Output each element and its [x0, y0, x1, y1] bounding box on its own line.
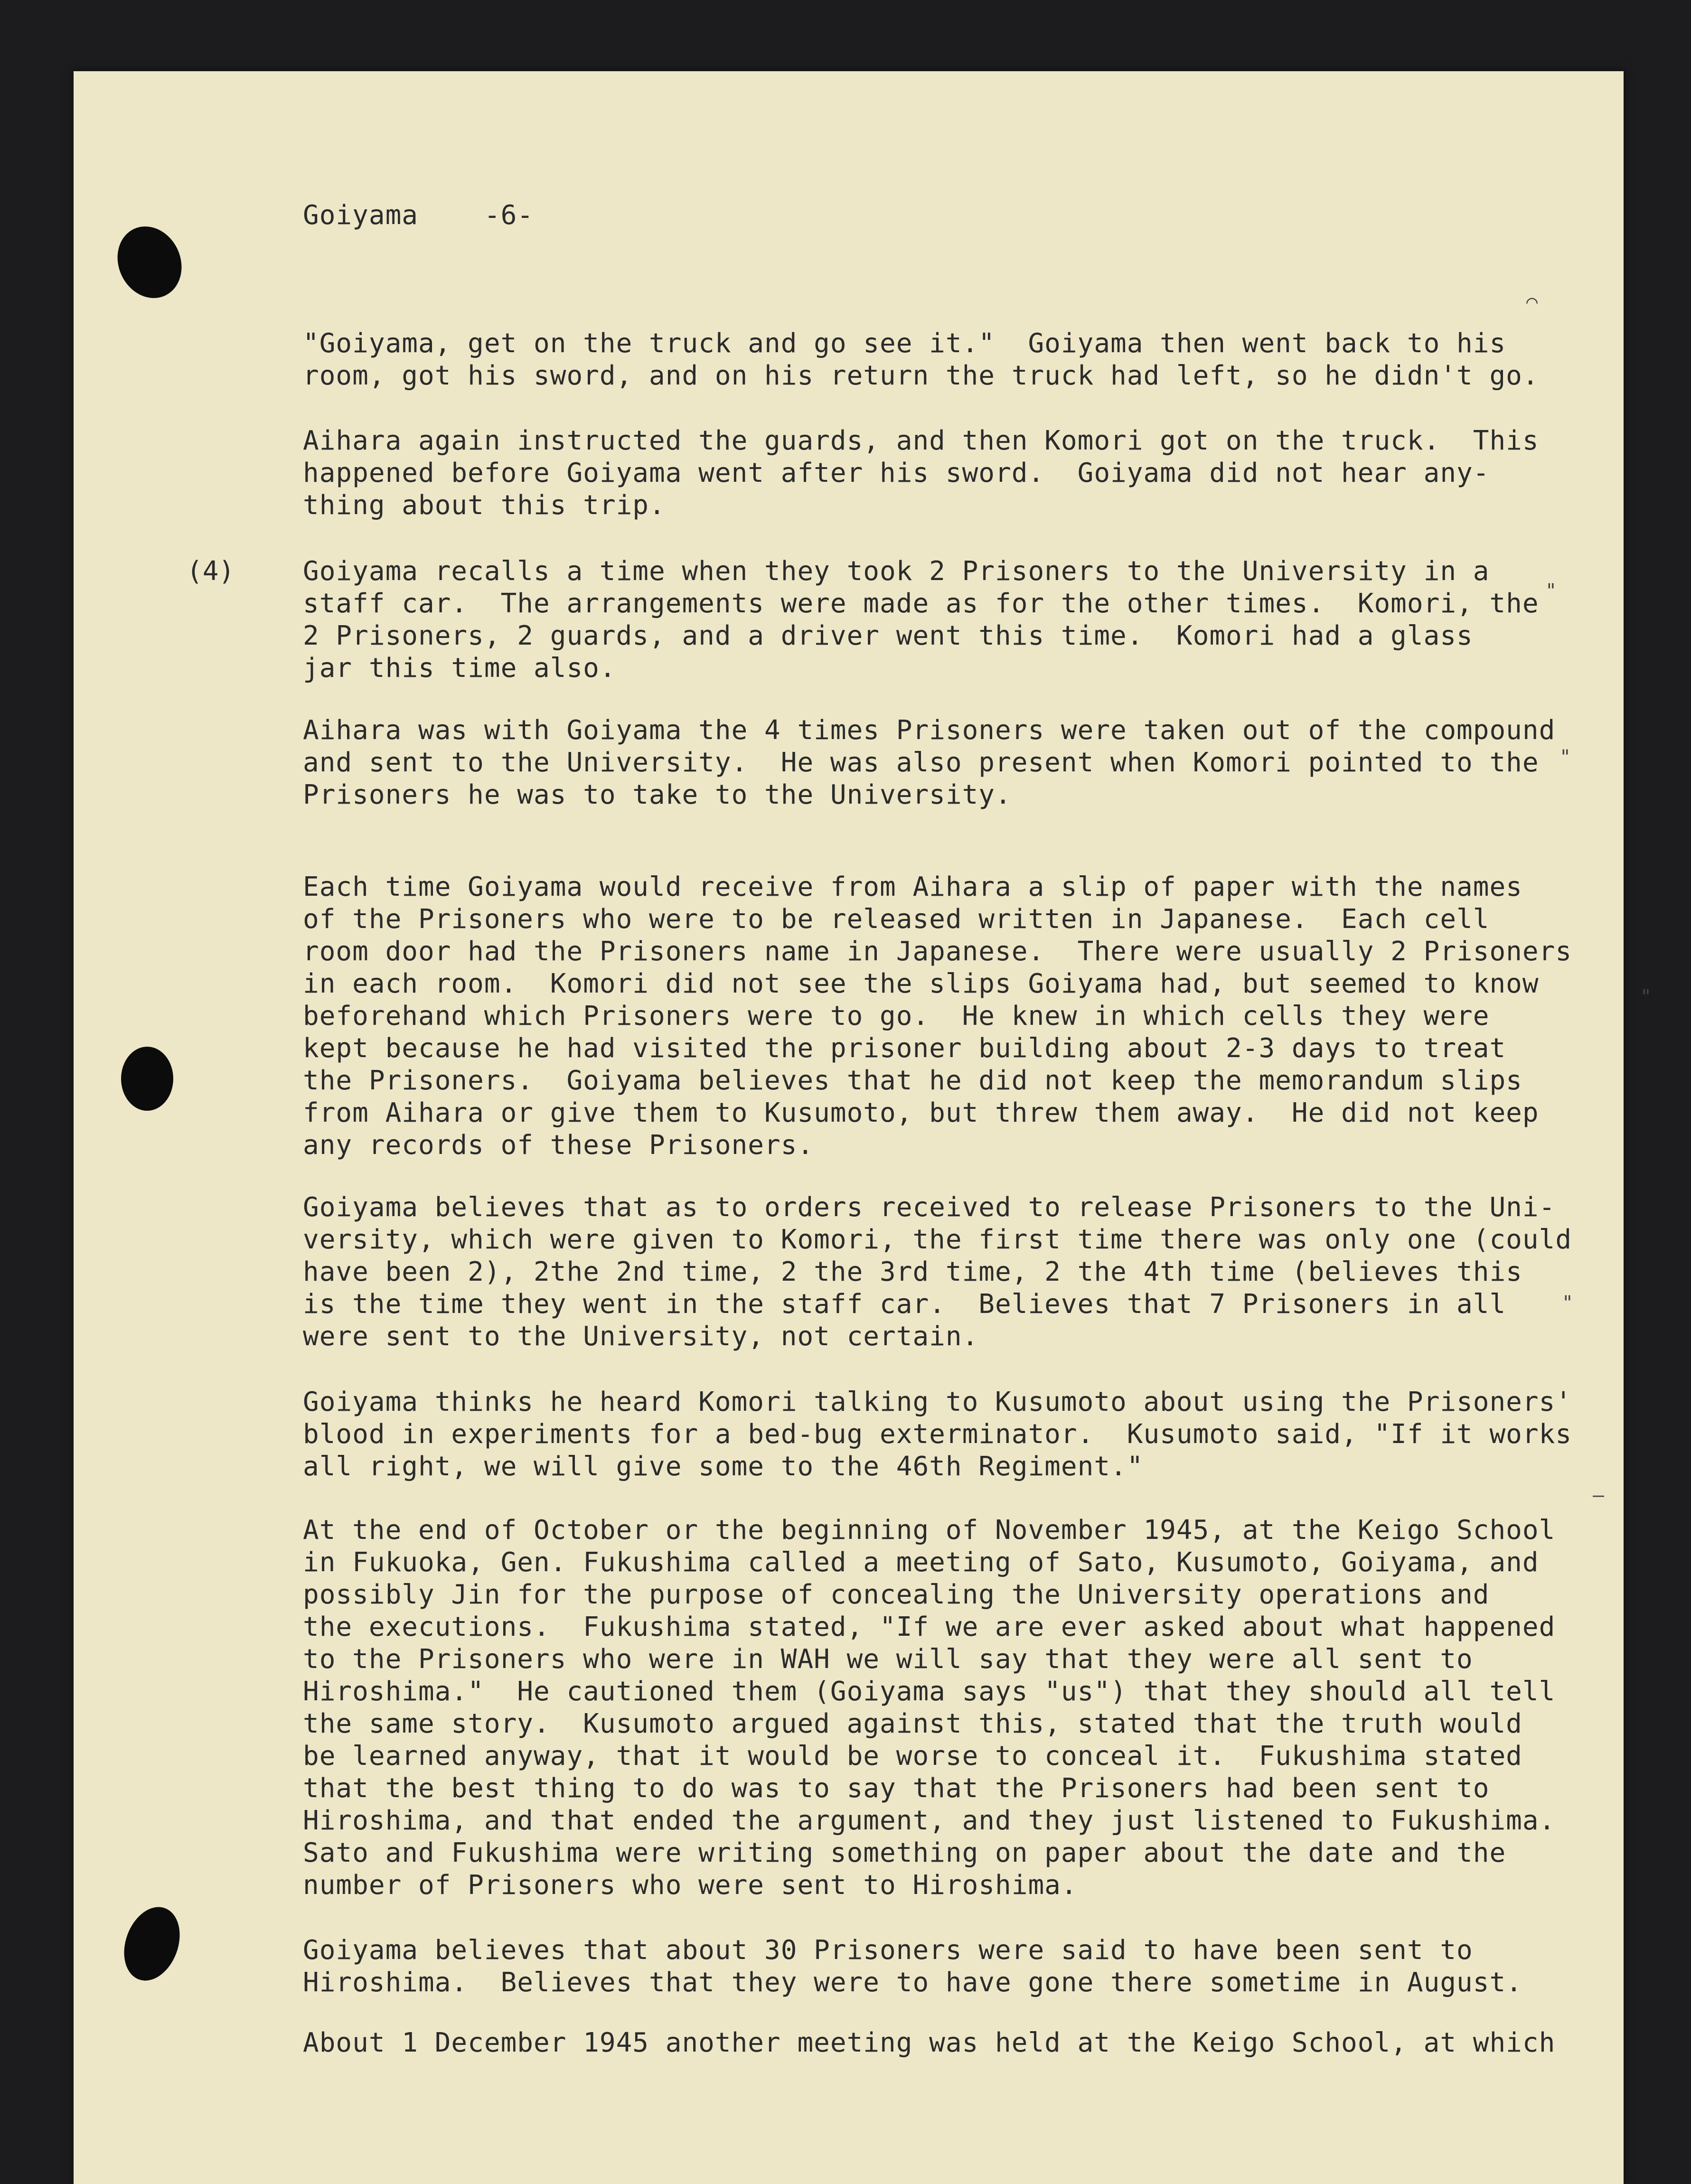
paragraph	[303, 1191, 1572, 1353]
text-line: thing about this trip.	[303, 490, 666, 521]
text-line: Goiyama thinks he heard Komori talking to Kusumoto about using the Prisoners'	[303, 1387, 1572, 1417]
text-line: in Fukuoka, Gen. Fukushima called a meeting of Sato, Kusumoto, Goiyama, and	[303, 1547, 1539, 1578]
text-line: possibly Jin for the purpose of concealing the University operations and	[303, 1579, 1490, 1610]
paragraph	[303, 328, 1539, 392]
punch-hole	[121, 1047, 173, 1111]
text-line: from Aihara or give them to Kusumoto, but threw them away. He did not keep	[303, 1097, 1539, 1128]
text-line: beforehand which Prisoners were to go. He knew in which cells they were	[303, 1001, 1490, 1031]
text-line: Hiroshima. Believes that they were to have gone there sometime in August.	[303, 1967, 1522, 1998]
text-line: is the time they went in the staff car. Believes that 7 Prisoners in all	[303, 1289, 1506, 1320]
text-line: happened before Goiyama went after his sword. Goiyama did not hear any-	[303, 458, 1490, 488]
text-line: Aihara was with Goiyama the 4 times Prisoners were taken out of the compound	[303, 715, 1556, 746]
paragraph	[303, 1386, 1572, 1483]
margin-annotation: "	[1559, 746, 1571, 768]
punch-hole	[106, 216, 193, 309]
text-line: the executions. Fukushima stated, "If we are ever asked about what happened	[303, 1612, 1556, 1642]
margin-annotation: "	[1545, 580, 1557, 602]
text-line: Hiroshima, and that ended the argument, and they just listened to Fukushima.	[303, 1805, 1556, 1836]
text-line: Aihara again instructed the guards, and then Komori got on the truck. This	[303, 425, 1539, 456]
text-line: Goiyama recalls a time when they took 2 Prisoners to the University in a	[303, 556, 1490, 587]
margin-annotation: "	[1562, 1292, 1574, 1314]
text-line: have been 2), 2the 2nd time, 2 the 3rd time, 2 the 4th time (believes this	[303, 1256, 1522, 1287]
text-line: jar this time also.	[303, 653, 616, 684]
paragraph	[303, 1934, 1522, 1999]
text-line: were sent to the University, not certain.	[303, 1321, 979, 1352]
margin-annotation: —	[1593, 1484, 1605, 1506]
text-line: Goiyama believes that as to orders received to release Prisoners to the Uni-	[303, 1192, 1556, 1223]
text-line: any records of these Prisoners.	[303, 1130, 814, 1161]
paragraph	[303, 425, 1539, 522]
document-page	[74, 71, 1652, 2184]
page-header: Goiyama -6-	[303, 200, 534, 231]
text-line: Sato and Fukushima were writing something on paper about the date and the	[303, 1837, 1506, 1868]
text-line: that the best thing to do was to say that the Prisoners had been sent to	[303, 1773, 1490, 1804]
text-line: number of Prisoners who were sent to Hiroshima.	[303, 1870, 1078, 1901]
text-line: About 1 December 1945 another meeting was held at the Keigo School, at which	[303, 2027, 1556, 2058]
text-line: Each time Goiyama would receive from Aihara a slip of paper with the names	[303, 872, 1522, 902]
paragraph	[303, 555, 1539, 684]
text-line: room door had the Prisoners name in Japanese. There were usually 2 Prisoners	[303, 936, 1572, 967]
text-line: be learned anyway, that it would be worse to conceal it. Fukushima stated	[303, 1741, 1522, 1772]
text-line: versity, which were given to Komori, the first time there was only one (could	[303, 1224, 1572, 1255]
text-line: and sent to the University. He was also present when Komori pointed to the	[303, 747, 1539, 778]
paragraph-number: (4)	[187, 556, 235, 587]
text-line: 2 Prisoners, 2 guards, and a driver went this time. Komori had a glass	[303, 620, 1473, 651]
text-line: the same story. Kusumoto argued against this, stated that the truth would	[303, 1708, 1522, 1739]
text-line: staff car. The arrangements were made as for the other times. Komori, the	[303, 588, 1539, 619]
text-line: blood in experiments for a bed-bug exterminator. Kusumoto said, "If it works	[303, 1419, 1572, 1450]
margin-annotation: ⌒	[1526, 291, 1538, 312]
text-line: to the Prisoners who were in WAH we will say that they were all sent to	[303, 1644, 1473, 1675]
text-line: room, got his sword, and on his return the truck had left, so he didn't go.	[303, 360, 1539, 391]
punch-hole	[114, 1899, 189, 1988]
paragraph	[303, 714, 1555, 811]
text-line: all right, we will give some to the 46th Regiment."	[303, 1451, 1144, 1482]
text-line: of the Prisoners who were to be released written in Japanese. Each cell	[303, 904, 1490, 935]
text-line: At the end of October or the beginning of November 1945, at the Keigo School	[303, 1515, 1556, 1546]
text-line: "Goiyama, get on the truck and go see it." Goiyama then went back to his	[303, 328, 1506, 359]
text-line: in each room. Komori did not see the slips Goiyama had, but seemed to know	[303, 968, 1539, 999]
margin-annotation: "	[1640, 986, 1652, 1008]
text-line: the Prisoners. Goiyama believes that he did not keep the memorandum slips	[303, 1065, 1522, 1096]
text-line: Hiroshima." He cautioned them (Goiyama says "us") that they should all tell	[303, 1676, 1556, 1707]
paragraph	[303, 2027, 1555, 2059]
text-line: Goiyama believes that about 30 Prisoners were said to have been sent to	[303, 1935, 1473, 1966]
paragraph	[303, 1514, 1555, 1902]
paragraph	[303, 871, 1572, 1162]
text-line: kept because he had visited the prisoner building about 2-3 days to treat	[303, 1033, 1506, 1064]
text-line: Prisoners he was to take to the University.	[303, 779, 1012, 810]
